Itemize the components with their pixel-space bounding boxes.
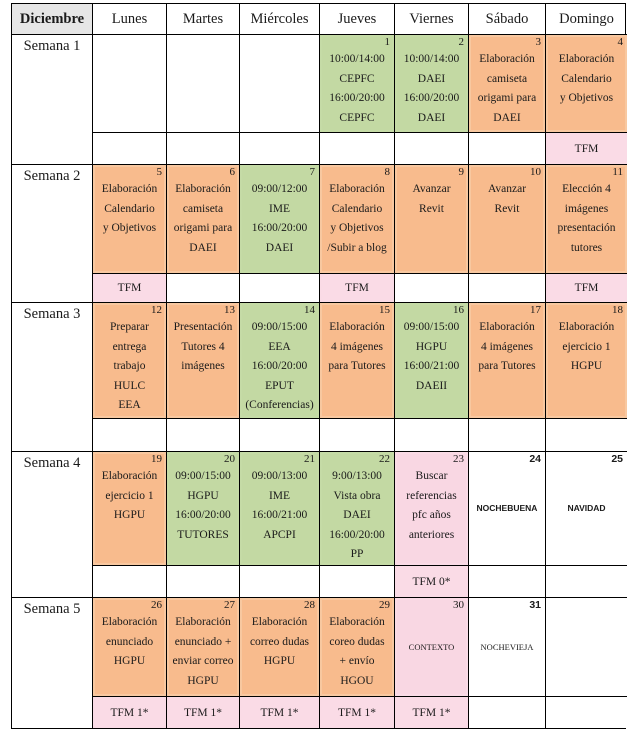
tfm-cell[interactable]	[93, 419, 167, 452]
day-cell[interactable]	[395, 452, 469, 566]
day-task: CONTEXTO	[408, 642, 455, 652]
tfm-cell[interactable]	[469, 274, 546, 303]
day-cell[interactable]	[167, 598, 240, 697]
day-number: 4	[617, 36, 623, 48]
week-label: Semana 4	[12, 452, 93, 598]
tfm-cell[interactable]	[320, 133, 395, 165]
tfm-label: TFM	[117, 282, 142, 294]
tfm-cell[interactable]	[167, 566, 240, 598]
day-number: 30	[453, 599, 464, 611]
tfm-cell[interactable]	[167, 697, 240, 728]
day-task: 09:00/15:00 HGPU 16:00/21:00 DAEII	[403, 321, 460, 392]
tfm-cell[interactable]	[546, 697, 627, 728]
day-task: Elaboración camiseta origami para DAEI	[477, 53, 537, 124]
tfm-cell[interactable]	[546, 566, 627, 598]
day-number: 11	[612, 166, 623, 178]
day-header-1: Lunes	[93, 4, 167, 35]
week-label: Semana 5	[12, 598, 93, 728]
day-number: 7	[309, 166, 315, 178]
tfm-cell[interactable]	[93, 133, 167, 165]
tfm-cell[interactable]	[320, 566, 395, 598]
day-cell[interactable]	[93, 165, 167, 274]
day-task: Elaboración enunciado + enviar correo HGPU	[172, 616, 234, 687]
day-number: 13	[224, 304, 235, 316]
day-cell[interactable]	[469, 35, 546, 133]
day-cell[interactable]	[469, 303, 546, 419]
tfm-cell[interactable]	[395, 566, 469, 598]
day-cell[interactable]	[240, 598, 320, 697]
tfm-cell[interactable]	[93, 697, 167, 728]
month-header: Diciembre	[12, 4, 93, 35]
day-task: Elaboración ejercicio 1 HGPU	[558, 321, 615, 372]
day-cell[interactable]	[240, 35, 320, 133]
day-cell[interactable]	[546, 35, 627, 133]
day-number: 9	[458, 166, 464, 178]
day-task: 9:00/13:00 Vista obra DAEI 16:00/20:00 PP	[329, 470, 385, 560]
calendar-table	[11, 3, 626, 729]
day-cell[interactable]	[546, 303, 627, 419]
day-cell[interactable]	[167, 165, 240, 274]
week-label: Semana 2	[12, 165, 93, 303]
day-cell[interactable]	[320, 165, 395, 274]
tfm-cell[interactable]	[546, 274, 627, 303]
tfm-label: TFM 1*	[110, 706, 149, 719]
day-header-3: Miércoles	[240, 4, 320, 35]
tfm-cell[interactable]	[469, 133, 546, 165]
tfm-label: TFM	[574, 282, 599, 294]
tfm-cell[interactable]	[395, 133, 469, 165]
day-task: Elaboración correo dudas HGPU	[249, 616, 310, 667]
tfm-cell[interactable]	[546, 133, 627, 165]
day-cell[interactable]	[469, 598, 546, 697]
day-task: Preparar entrega trabajo HULC EEA	[110, 321, 149, 411]
tfm-cell[interactable]	[395, 274, 469, 303]
day-number: 20	[224, 453, 235, 465]
day-cell[interactable]	[240, 165, 320, 274]
day-cell[interactable]	[167, 35, 240, 133]
day-task: NAVIDAD	[567, 502, 606, 513]
tfm-label: TFM	[574, 142, 599, 155]
day-cell[interactable]	[395, 303, 469, 419]
day-number: 26	[151, 599, 162, 611]
day-number: 10	[530, 166, 541, 178]
day-task: NOCHEVIEJA	[480, 642, 534, 652]
day-number: 19	[151, 453, 162, 465]
day-number: 15	[379, 304, 390, 316]
day-cell[interactable]	[167, 452, 240, 566]
tfm-label: TFM 1*	[412, 706, 451, 719]
tfm-label: TFM	[345, 282, 369, 294]
day-number: 8	[384, 166, 390, 178]
tfm-cell[interactable]	[469, 697, 546, 728]
tfm-cell[interactable]	[167, 419, 240, 452]
day-cell[interactable]	[320, 598, 395, 697]
day-cell[interactable]	[395, 35, 469, 133]
day-cell[interactable]	[320, 452, 395, 566]
day-task: 10:00/14:00 CEPFC 16:00/20:00 CEPFC	[329, 53, 385, 124]
day-number: 12	[151, 304, 162, 316]
tfm-cell[interactable]	[167, 133, 240, 165]
day-header-7: Domingo	[546, 4, 627, 35]
tfm-cell[interactable]	[93, 274, 167, 303]
day-task: Elaboración enunciado HGPU	[101, 616, 158, 667]
day-header-2: Martes	[167, 4, 240, 35]
tfm-cell[interactable]	[240, 133, 320, 165]
day-task: 09:00/13:00 IME 16:00/21:00 APCPI	[251, 470, 308, 541]
tfm-label: TFM 1*	[337, 706, 377, 719]
day-task: Avanzar Revit	[412, 183, 451, 215]
tfm-cell[interactable]	[320, 419, 395, 452]
day-task: Avanzar Revit	[487, 183, 527, 215]
day-task: Buscar referencias pfc años anteriores	[406, 470, 457, 541]
day-number: 6	[229, 166, 235, 178]
tfm-cell[interactable]	[240, 419, 320, 452]
day-task: Elaboración coreo dudas + envío HGOU	[329, 616, 385, 687]
day-number: 17	[530, 304, 541, 316]
day-task: Elaboración Calendario y Objetivos	[101, 183, 158, 234]
day-cell[interactable]	[93, 35, 167, 133]
day-cell[interactable]	[546, 598, 627, 697]
tfm-cell[interactable]	[469, 566, 546, 598]
day-task: Elaboración 4 imágenes para Tutores	[478, 321, 536, 372]
day-number: 1	[384, 36, 390, 48]
day-number: 24	[529, 453, 541, 465]
tfm-cell[interactable]	[395, 697, 469, 728]
week-label: Semana 1	[12, 35, 93, 165]
day-number: 18	[612, 304, 623, 316]
day-number: 29	[379, 599, 390, 611]
day-cell[interactable]	[395, 165, 469, 274]
tfm-cell[interactable]	[320, 697, 395, 728]
day-cell[interactable]	[167, 303, 240, 419]
tfm-label: TFM 0*	[412, 575, 451, 588]
day-header-5: Viernes	[395, 4, 469, 35]
day-number: 2	[458, 36, 464, 48]
day-cell[interactable]	[395, 598, 469, 697]
tfm-cell[interactable]	[167, 274, 240, 303]
day-number: 28	[304, 599, 315, 611]
day-number: 25	[611, 453, 623, 465]
day-cell[interactable]	[320, 35, 395, 133]
day-cell[interactable]	[546, 165, 627, 274]
day-number: 21	[304, 453, 315, 465]
day-task: Presentación Tutores 4 imágenes	[173, 321, 233, 372]
day-number: 16	[453, 304, 464, 316]
day-number: 27	[224, 599, 235, 611]
day-number: 23	[453, 453, 464, 465]
day-cell[interactable]	[240, 452, 320, 566]
day-number: 14	[304, 304, 315, 316]
day-cell[interactable]	[469, 452, 546, 566]
tfm-cell[interactable]	[240, 566, 320, 598]
day-header-6: Sábado	[469, 4, 546, 35]
tfm-cell[interactable]	[469, 419, 546, 452]
day-cell[interactable]	[240, 303, 320, 419]
tfm-label: TFM 1*	[260, 706, 299, 719]
day-number: 3	[535, 36, 541, 48]
day-task: Elección 4 imágenes presentación tutores	[557, 183, 616, 254]
tfm-cell[interactable]	[93, 566, 167, 598]
day-cell[interactable]	[546, 452, 627, 566]
tfm-cell[interactable]	[240, 274, 320, 303]
week-label: Semana 3	[12, 303, 93, 452]
day-task: NOCHEBUENA	[476, 502, 538, 513]
day-task: Elaboración ejercicio 1 HGPU	[101, 470, 158, 521]
day-number: 22	[379, 453, 390, 465]
tfm-cell[interactable]	[395, 419, 469, 452]
tfm-cell[interactable]	[240, 697, 320, 728]
day-header-4: Jueves	[320, 4, 395, 35]
day-cell[interactable]	[469, 165, 546, 274]
tfm-label: TFM 1*	[183, 706, 223, 719]
day-number: 5	[156, 166, 162, 178]
day-task: Elaboración 4 imágenes para Tutores	[328, 321, 386, 372]
day-task: Elaboración Calendario y Objetivos /Subir a blog	[327, 183, 387, 254]
day-task: 10:00/14:00 DAEI 16:00/20:00 DAEI	[403, 53, 460, 124]
day-task: 09:00/15:00 HGPU 16:00/20:00 TUTORES	[175, 470, 231, 541]
day-cell[interactable]	[93, 598, 167, 697]
day-cell[interactable]	[93, 303, 167, 419]
day-task: Elaboración Calendario y Objetivos	[558, 53, 615, 104]
tfm-cell[interactable]	[320, 274, 395, 303]
day-task: Elaboración camiseta origami para DAEI	[173, 183, 233, 254]
day-cell[interactable]	[93, 452, 167, 566]
day-number: 31	[529, 599, 541, 611]
day-task: 09:00/12:00 IME 16:00/20:00 DAEI	[251, 183, 308, 254]
tfm-cell[interactable]	[546, 419, 627, 452]
day-cell[interactable]	[320, 303, 395, 419]
day-task: 09:00/15:00 EEA 16:00/20:00 EPUT (Conferencias)	[245, 321, 314, 411]
